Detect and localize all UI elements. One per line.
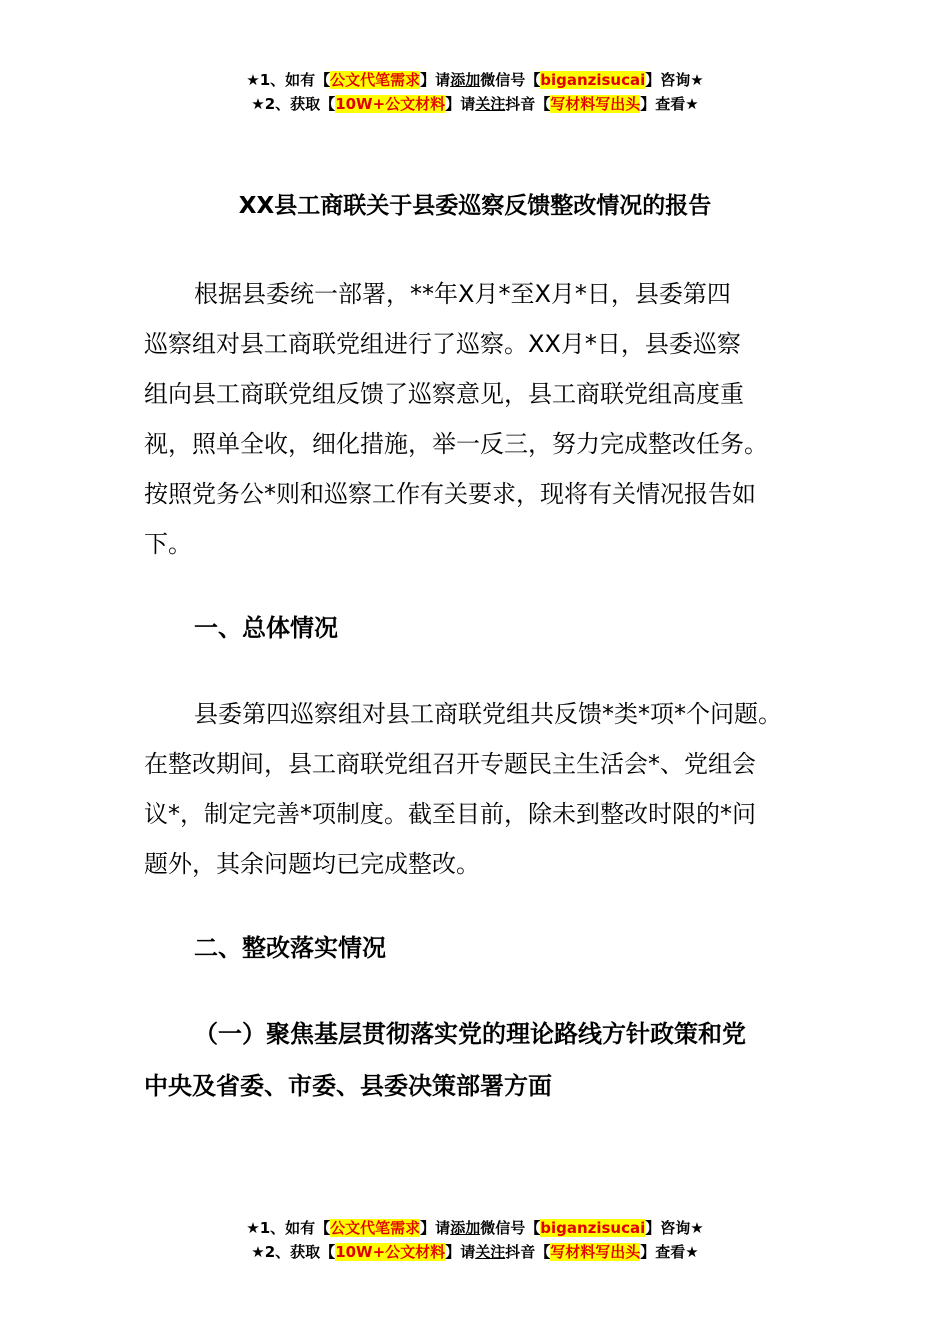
section-heading-overview: 一、总体情况 [194,614,338,642]
subsection-heading-1: （一）聚焦基层贯彻落实党的理论路线方针政策和党 中央及省委、市委、县委决策部署方面 [144,1020,746,1100]
promo-highlight: 10W+公文材料 [335,95,446,113]
intro-paragraph: 根据县委统一部署，**年X月*至X月*日，县委第四 巡察组对县工商联党组进行了巡察。XX月*日，县委巡察 组向县工商联党组反馈了巡察意见，县工商联党组高度重 视，照单全收，细化措施，举一反三，努力完成整改任务。 按照党务公*则和巡察工作有关要求，现将有关情况报告如 下。 [144,280,768,558]
wechat-id: biganzisucai [540,1219,646,1237]
promo-highlight: 10W+公文材料 [335,1243,446,1261]
document-title: XX县工商联关于县委巡察反馈整改情况的报告 [238,193,712,219]
douyin-account: 写材料写出头 [550,1243,641,1261]
promo-highlight: 公文代笔需求 [330,71,421,89]
section-heading-rectification: 二、整改落实情况 [194,934,386,962]
promo-highlight: 公文代笔需求 [330,1219,421,1237]
wechat-id: biganzisucai [540,71,646,89]
promo-line-2: ★2、获取【10W+公文材料】请关注抖音【写材料写出头】查看★ [251,95,699,113]
promo-line-1: ★1、如有【公文代笔需求】请添加微信号【biganzisucai】咨询★ [246,71,704,89]
overview-paragraph: 县委第四巡察组对县工商联党组共反馈*类*项*个问题。 在整改期间，县工商联党组召开专题民主生活会*、党组会 议*，制定完善*项制度。截至目前，除未到整改时限的*问 题外，其余问题均已完成整改。 [144,700,782,878]
promo-line-1: ★1、如有【公文代笔需求】请添加微信号【biganzisucai】咨询★ [246,1219,704,1237]
bottom-promo-banner [0,1216,950,1264]
douyin-account: 写材料写出头 [550,95,641,113]
promo-line-2: ★2、获取【10W+公文材料】请关注抖音【写材料写出头】查看★ [251,1243,699,1261]
top-promo-banner [0,68,950,116]
